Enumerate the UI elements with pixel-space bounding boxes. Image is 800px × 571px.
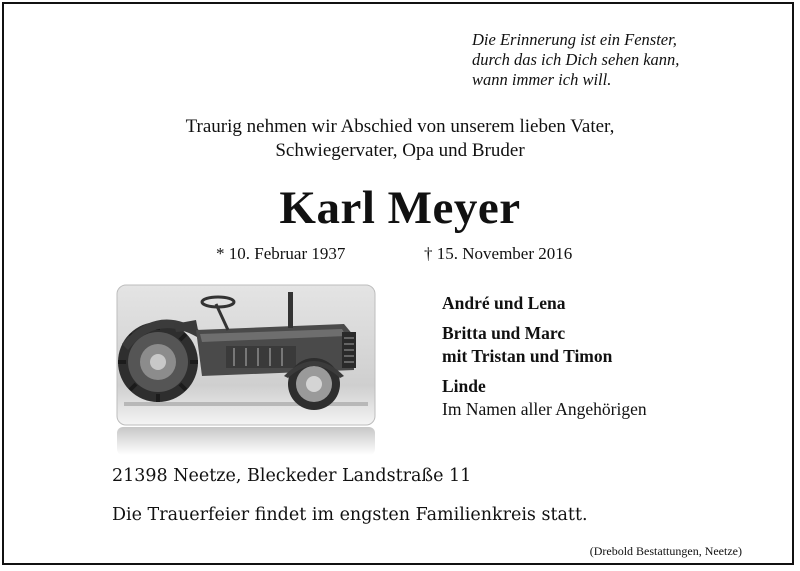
family-list — [442, 292, 647, 421]
ceremony-note: Die Trauerfeier findet im engsten Familienkreis statt. — [112, 505, 588, 525]
family-group-3: Linde — [442, 376, 486, 396]
intro-line-2: Schwiegervater, Opa und Bruder — [275, 140, 525, 161]
quote-line-1: Die Erinnerung ist ein Fenster, — [472, 30, 677, 49]
birth-date: * 10. Februar 1937 — [216, 244, 346, 263]
undertaker-credit: (Drebold Bestattungen, Neetze) — [589, 544, 742, 558]
family-group-1: André und Lena — [442, 293, 566, 313]
deceased-name: Karl Meyer — [279, 182, 521, 234]
family-closing: Im Namen aller Angehörigen — [442, 399, 647, 419]
death-date: † 15. November 2016 — [424, 244, 573, 263]
tractor-photo — [116, 284, 376, 456]
tractor-icon — [116, 284, 376, 456]
quote-line-3: wann immer ich will. — [472, 70, 612, 89]
intro-line-1: Traurig nehmen wir Abschied von unserem lieben Vater, — [185, 116, 615, 137]
quote-line-2: durch das ich Dich sehen kann, — [472, 50, 680, 69]
family-group-2: Britta und Marc — [442, 323, 566, 343]
family-group-2-children: mit Tristan und Timon — [442, 346, 613, 366]
address: 21398 Neetze, Bleckeder Landstraße 11 — [112, 466, 472, 486]
memorial-quote — [472, 30, 679, 90]
intro-text — [0, 115, 800, 163]
